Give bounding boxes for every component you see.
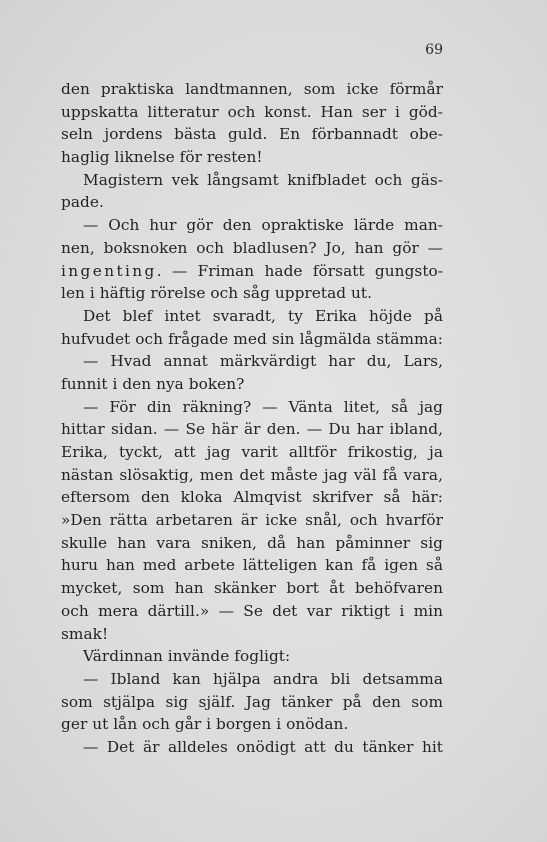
text-line: nästan slösaktig, men det måste jag väl få vara, bbox=[61, 465, 443, 484]
text-line: funnit i den nya boken? bbox=[61, 374, 245, 393]
text-line: — Hvad annat märkvärdigt har du, Lars, bbox=[83, 352, 443, 371]
text-line: mycket, som han skänker bort åt behöfvaren bbox=[61, 579, 443, 598]
text-line: — Och hur gör den opraktiske lärde man- bbox=[83, 216, 443, 235]
emphasized-word: ingenting bbox=[61, 261, 157, 280]
text-line: Värdinnan invände fogligt: bbox=[83, 647, 291, 666]
text-line: Det blef intet svaradt, ty Erika höjde på bbox=[83, 306, 443, 325]
text-line: hittar sidan. — Se här är den. — Du har ibland, bbox=[61, 420, 443, 439]
text-line: pade. bbox=[61, 193, 104, 212]
text-line: och mera därtill.» — Se det var riktigt i min bbox=[61, 601, 443, 620]
text-line: — För din räkning? — Vänta litet, så jag bbox=[83, 397, 443, 416]
text-line: haglig liknelse för resten! bbox=[61, 148, 263, 167]
text-line: som stjälpa sig själf. Jag tänker på den som bbox=[61, 692, 443, 711]
text-line: huru han med arbete lätteligen kan få igen så bbox=[61, 556, 443, 575]
text-line: uppskatta litteratur och konst. Han ser i göd- bbox=[61, 102, 443, 121]
text-line: seln jordens bästa guld. En förbannadt obe- bbox=[61, 125, 443, 144]
text-line: len i häftig rörelse och såg uppretad ut. bbox=[61, 284, 373, 303]
line-remainder: . — Friman hade försatt gungsto- bbox=[156, 261, 443, 280]
text-line: eftersom den kloka Almqvist skrifver så här: bbox=[61, 488, 443, 507]
text-line: »Den rätta arbetaren är icke snål, och hvarför bbox=[61, 511, 443, 530]
text-line: hufvudet och frågade med sin lågmälda stämma: bbox=[61, 329, 443, 348]
text-line: smak! bbox=[61, 624, 109, 643]
text-line: — Ibland kan hjälpa andra bli detsamma bbox=[83, 669, 443, 688]
text-line: Magistern vek långsamt knifbladet och gäs- bbox=[83, 170, 443, 189]
page-number: 69 bbox=[425, 42, 443, 58]
text-line: nen, boksnoken och bladlusen? Jo, han gör — bbox=[61, 238, 443, 257]
text-line: skulle han vara sniken, då han påminner sig bbox=[61, 533, 443, 552]
text-line: den praktiska landtmannen, som icke förmår bbox=[61, 80, 443, 98]
text-line: — Det är alldeles onödigt att du tänker hit bbox=[83, 737, 443, 756]
body-text bbox=[61, 78, 443, 759]
text-line bbox=[61, 260, 443, 283]
text-line: ger ut lån och går i borgen i onödan. bbox=[61, 715, 349, 734]
text-line: Erika, tyckt, att jag varit alltför frikostig, ja bbox=[61, 443, 443, 461]
